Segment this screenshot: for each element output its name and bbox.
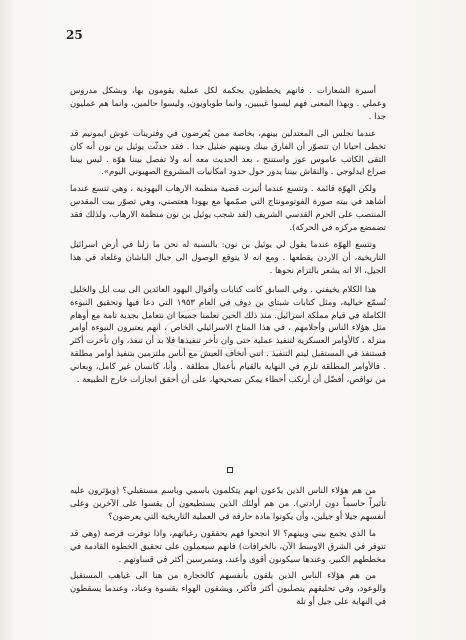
paragraph: ولكن الهوّة قائمة . وتتسع عندما أثيرت قضية منظمة الارهاب اليهودية ، وهي تتسع عندما أشاهد في بيته صورة الفوتومونتاج التي صمّمها مع يهودا هعتصني، وهي تصوّر بيت المقدس المنتصب على الحرم القدسي الشريف (لقد شجب يوئيل بن نون منظمة الارهاب، ولذلك فقد تضمضع مركزه في الحركة). [70, 183, 386, 233]
paragraph: من هم هؤلاء الناس الذين يدّعون انهم يتكلمون باسمي وباسم مستقبلي؟ (ويؤثرون عليه تأثيراً حاسماً دون ارادتي). من هم أولئك الذين يستطيعون أن يقسوا على الآخرين وعلى أنفسهم جيلا أو جيلين، وأن يكونوا مادة حارقة في العملية التاريخية التي يعرضون؟ [70, 485, 386, 521]
paragraph: من هم هؤلاء الناس الذين يلقون بأنفسهم كالحجارة من هنا الى غياهب المستقبل والوعود، وفي تحليقهم يتصلبون أكثر فأكثر، ويشقون الهواء بقسوة وعناد، وعندما يسقطون في النهاية على جيل أو تلة [70, 570, 386, 607]
paragraph: وتتسع الهوّة عندما يقول لي يوئيل بن نون: بالنسبة له نحن ما زلنا في أرض اسرائيل التاريخية، أن الاردن يقطعها . ومع انه لا يتوقع الوصول الى جبال الباشان وغلعاد في هذا الجيل، الا انه يشعر بالتزام نحوها . [70, 238, 386, 275]
paragraph: أسيرة الشعارات . فانهم يخططون بحكمة لكل عملية يقومون بها، وبشكل مدروس وعملي . وبهذا المعنى فهم ليسوا غيبيين، وانما طوباويون، وليسوا حالمين، وانما هم عمليون جدا . [70, 85, 386, 121]
main-text-block [70, 84, 386, 390]
lower-text-block [70, 484, 386, 612]
paragraph: ما الذي يجمع بيني وبينهم؟ الا انجحوا فهم يحققون رغباتهم، واذا توفرت فرصة (وهي قد تتوفر في الشرق الاوسط الآن، بالخرافات) فانهم سيعملون على تحقيق الخطوة القادمة في مخططهم الكبير، وعندها سيكونون أقوى وأعند، ومتمرسين أكثر في قساوتهم . [70, 527, 386, 564]
paragraph: عندما نجلس الى المعتدلين بينهم، بخاصة ممن يُعرضون في وفترينات عوش ايمونيم قد تخطى احيانا ان تتصوّر أن الفارق بينك وبينهم ضئيل جدا . فقد حدثّت يوئيل بن نون أنه كان التقى الكاتب عاموس عوز واستنتج ، بعد الحديث معه أنه ولا تفصل بيننا هوّة . ليس بيننا صراع ايدلوجي . والنقاش بيننا يدور حول حدود امكانيات المشروع الصهيوني اليوم». [70, 127, 386, 177]
section-separator-square [227, 467, 233, 473]
paragraph: هذا الكلام يخيفني . وفي السابق كانت كتابات وأقوال اليهود العائدين الى بيت ايل والخليل تُسمّع خيالية، ومثل كتابات شبتاي بن دوف في العام ١٩٥٣ التي دعا فيها وتحقيق النبوءة الكاملة في قيام مملكة اسرائيل. منذ ذلك الحين تعلمنا جميعا ان نتعامل بجدية تامة مع أوهام مثل هؤلاء الناس وأحلامهم ، في هذا المناخ الاسرائيلي الخاص ، انهم يعتبرون النبوءة أوامر منزلة ، كالأوامر العسكرية لتنفيذ عملية حتى وان تأخر تنفيذها فلا بد أن تنفذ، وان تأخرت أكثر فستنفذ في المستقبل ليتم التنفيذ . انني أتخاف العيش مع أناس ملتزمين بتنفيذ أوامر مطلقة . فالأوامر المطلقة تلزم في النهاية بالقيام بأعمال مطلقة . وأنا، كانسان غير كامل، وبعاني من نواقص، أفضّل أن أرتكب أخطاء يمكن تصحيحها، على أن أحقق انجازات خارج الطبيعة . [70, 283, 386, 385]
page-number: 25 [66, 28, 83, 42]
